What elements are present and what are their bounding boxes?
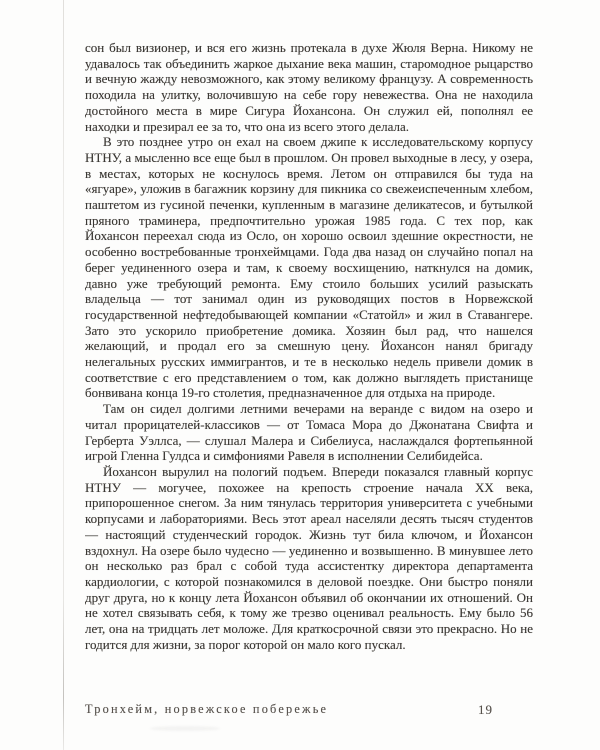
page-edge-shadow	[63, 0, 64, 750]
scan-smudge	[150, 726, 220, 731]
page-text-block	[85, 40, 533, 700]
running-title: Тронхейм, норвежское побережье	[85, 702, 329, 716]
page-footer	[0, 702, 600, 724]
paragraph-morning-drive: В это позднее утро он ехал на своем джипе к исследовательскому корпусу НТНУ, а мысленно все еще был в прошлом. Он провел выходные в лесу, у озера, в местах, которых не коснулось время. Летом он отправился бы туда на «ягуаре», уложив в багажник корзину для пикника со свежеиспеченным хлебом, паштетом из гусиной печенки, купленным в магазине деликатесов, и бутылкой пряного траминера, предпочтительно урожая 1985 года. С тех пор, как Йохансон переехал сюда из Осло, он хорошо освоил здешние окрестности, не особенно востребованные тронхеймцами. Года два назад он случайно попал на берег уединенного озера и там, к своему восхищению, наткнулся на домик, давно уже требующий ремонта. Ему стоило больших усилий разыскать владельца — тот занимал один из руководящих постов в Норвежской государственной нефтедобывающей компании «Статойл» и жил в Ставангере. Зато это ускорило приобретение домика. Хозяин был рад, что нашелся желающий, и продал его за смешную цену. Йохансон нанял бригаду нелегальных русских иммигрантов, и те в несколько недель привели домик в соответствие с его представлением о том, как должно выглядеть пристанище бонвивана конца 19-го столетия, предназначенное для отдыха на природе.	[85, 134, 533, 401]
paragraph-continuation: сон был визионер, и вся его жизнь протекала в духе Жюля Верна. Никому не удавалось так объединить жаркое дыхание века машин, старомодное рыцарство и вечную жажду невозможного, как этому великому французу. А современность походила на улитку, волочившую на себе гору невежества. Она не находила достойного места в мире Сигура Йохансона. Он служил ей, пополнял ее находки и презирал ее за то, что она из всего этого делала.	[85, 40, 533, 134]
paragraph-veranda-evenings: Там он сидел долгими летними вечерами на веранде с видом на озеро и читал прорицателей-классиков — от Томаса Мора до Джонатана Свифта и Герберта Уэллса, — слушал Малера и Сибелиуса, наслаждался фортепьянной игрой Гленна Гулдса и симфониями Равеля в исполнении Селибидейса.	[85, 401, 533, 464]
paragraph-university-campus: Йохансон вырулил на пологий подъем. Впереди показался главный корпус НТНУ — могучее, похожее на крепость строение начала ХХ века, припорошенное снегом. За ним тянулась территория университета с учебными корпусами и лабораториями. Весь этот ареал населяли десять тысяч студентов — настоящий студенческий городок. Жизнь тут била ключом, и Йохансон вздохнул. На озере было чудесно — уединенно и возвышенно. В минувшее лето он несколько раз брал с собой туда ассистентку директора департамента кардиологии, с которой познакомился в деловой поездке. Они быстро поняли друг друга, но к концу лета Йохансон объявил об окончании их отношений. Он не хотел связывать себя, к тому же трезво оценивал реальность. Ему было 56 лет, она на тридцать лет моложе. Для краткосрочной связи это прекрасно. Но не годится для жизни, за порог которой он мало кого пускал.	[85, 463, 533, 652]
page-number: 19	[478, 702, 493, 717]
